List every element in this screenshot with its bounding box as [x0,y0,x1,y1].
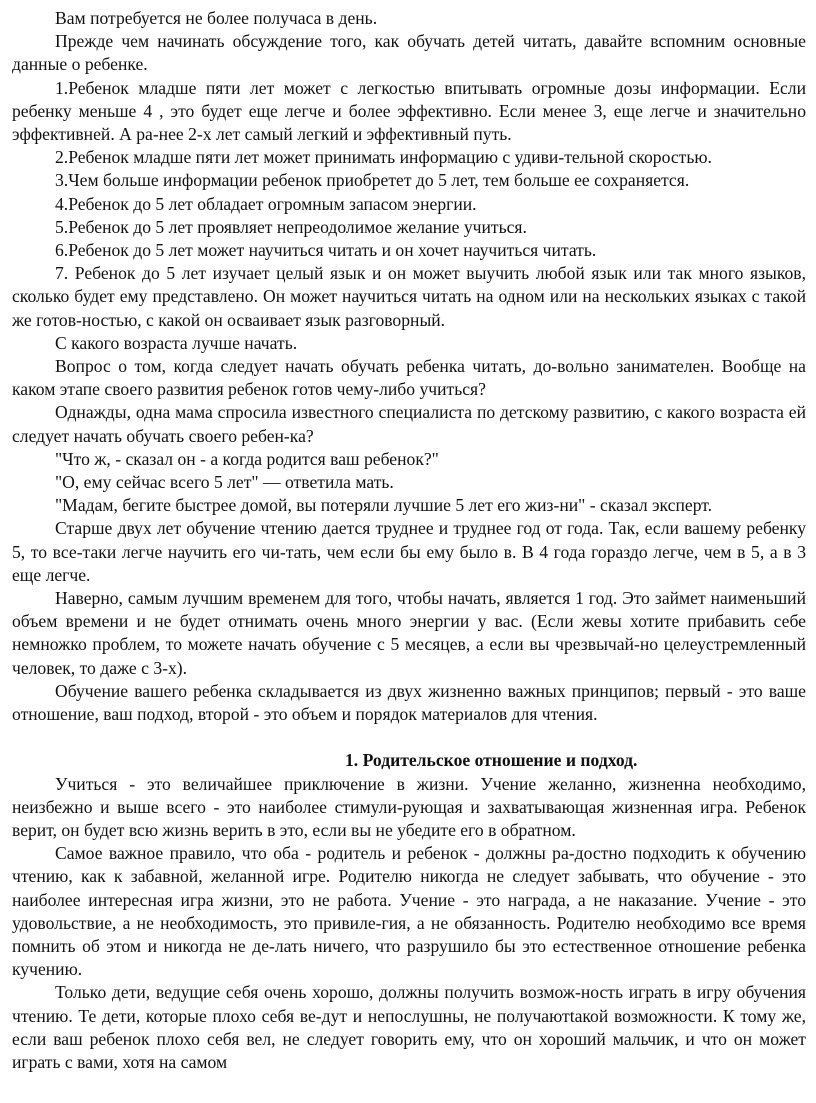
paragraph-quote-3: "Мадам, бегите быстрее домой, вы потеряли лучшие 5 лет его жиз-ни" - сказал эксперт. [55,495,713,516]
paragraph-important-rule: Самое важное правило, что оба - родитель и ребенок - должны ра-достно подходить к обучению чтению, как к забавной, желанной игре. Родителю никогда не следует забывать, что обучение - это наиболее интересная игра жизни, это не работа. Учение - это награда, а не наказание. Учение - это удовольствие, а не необходимость, это привиле-гия, а не обязанность. Родителю необходимо все время помнить об этом и никогда не де-лать ничего, что разрушило бы это естественное отношение ребенка кучению. [12,843,806,980]
paragraph-time-needed: Вам потребуется не более получаса в день. [55,8,378,28]
paragraph-mother-asked: Однажды, одна мама спросила известного специалиста по детскому развитию, с какого возраста ей следует начать обучать своего ребен-ка? [12,402,806,446]
paragraph-well-behaved: Только дети, ведущие себя очень хорошо, должны получить возмож-ность играть в игру обучения чтению. Те дети, которые плохо себя ве-дут и непослушны, не получаютtакой возможности. К тому же, если ваш ребенок плохо себя вел, не следует говорить ему, что он хороший мальчик, и что он может играть с вами, хотя на самом [12,982,806,1072]
paragraph-fact-2: 2.Ребенок младше пяти лет может принимать информацию с удиви-тельной скоростью. [55,147,712,168]
paragraph-age-question: С какого возраста лучше начать. [55,332,298,353]
paragraph-two-principles: Обучение вашего ребенка складывается из двух жизненно важных принципов; первый - это ваше отношение, ваш подход, второй - это объем и порядок материалов для чтения. [12,680,806,725]
paragraph-fact-7: 7. Ребенок до 5 лет изучает целый язык и он может выучить любой язык или так много языков, сколько будет ему представлено. Он может научиться читать на одном или на нескольких языках с такой же готов-ностью, с какой он осваивает язык разговорный. [12,263,806,330]
paragraph-best-time: Наверно, самым лучшим временем для того, чтобы начать, является 1 год. Это займет наименьший объем времени и не будет отнимать очень много энергии у вас. (Если жевы хотите прибавить себе немножко проблем, то можете начать обучение с 5 месяцев, а если вы чрезвычай-но целеустремленный человек, то даже с 3-х). [12,588,806,678]
paragraph-fact-6: 6.Ребенок до 5 лет может научиться читать и он хочет научиться читать. [55,240,597,261]
paragraph-fact-3: 3.Чем больше информации ребенок приобретет до 5 лет, тем больше ее сохраняется. [55,170,690,191]
paragraph-fact-1: 1.Ребенок младше пяти лет может с легкостью впитывать огромные дозы информации. Если ребенку меньше 4 , это будет еще легче и более эффективно. Если менее 3, еще легче и значительно эффективней. А ра-нее 2-х лет самый легкий и эффективный путь. [12,77,806,145]
paragraph-intro: Прежде чем начинать обсуждение того, как обучать детей читать, давайте вспомним основные данные о ребенке. [12,31,806,75]
paragraph-fact-4: 4.Ребенок до 5 лет обладает огромным запасом энергии. [55,193,477,214]
text-before-heading [12,7,806,726]
paragraph-when-to-start: Вопрос о том, когда следует начать обучать ребенка читать, до-вольно занимателен. Вообще на каком этапе своего развития ребенок готов чему-либо учиться? [12,356,806,400]
paragraph-older-harder: Старше двух лет обучение чтению дается труднее и труднее год от года. Так, если вашему ребенку 5, то все-таки легче научить его чи-тать, чем если бы ему было в. В 4 года гораздо легче, чем в 5, а в 3 еще легче. [12,518,806,585]
text-after-heading [12,773,806,1075]
paragraph-quote-2: "О, ему сейчас всего 5 лет" — ответила мать. [55,472,394,493]
paragraph-quote-1: "Что ж, - сказал он - а когда родится ваш ребенок?" [55,448,439,469]
section-heading: 1. Родительское отношение и подход. [345,750,638,771]
paragraph-fact-5: 5.Ребенок до 5 лет проявляет непреодолимое желание учиться. [55,216,527,237]
paragraph-learning-adventure: Учиться - это величайшее приключение в жизни. Учение желанно, жизненна необходимо, неизбежно и выше всего - это наиболее стимули-рующая и захватывающая жизненная игра. Ребенок верит, он будет всю жизнь верить в это, если вы не убедите его в обратном. [12,773,806,840]
